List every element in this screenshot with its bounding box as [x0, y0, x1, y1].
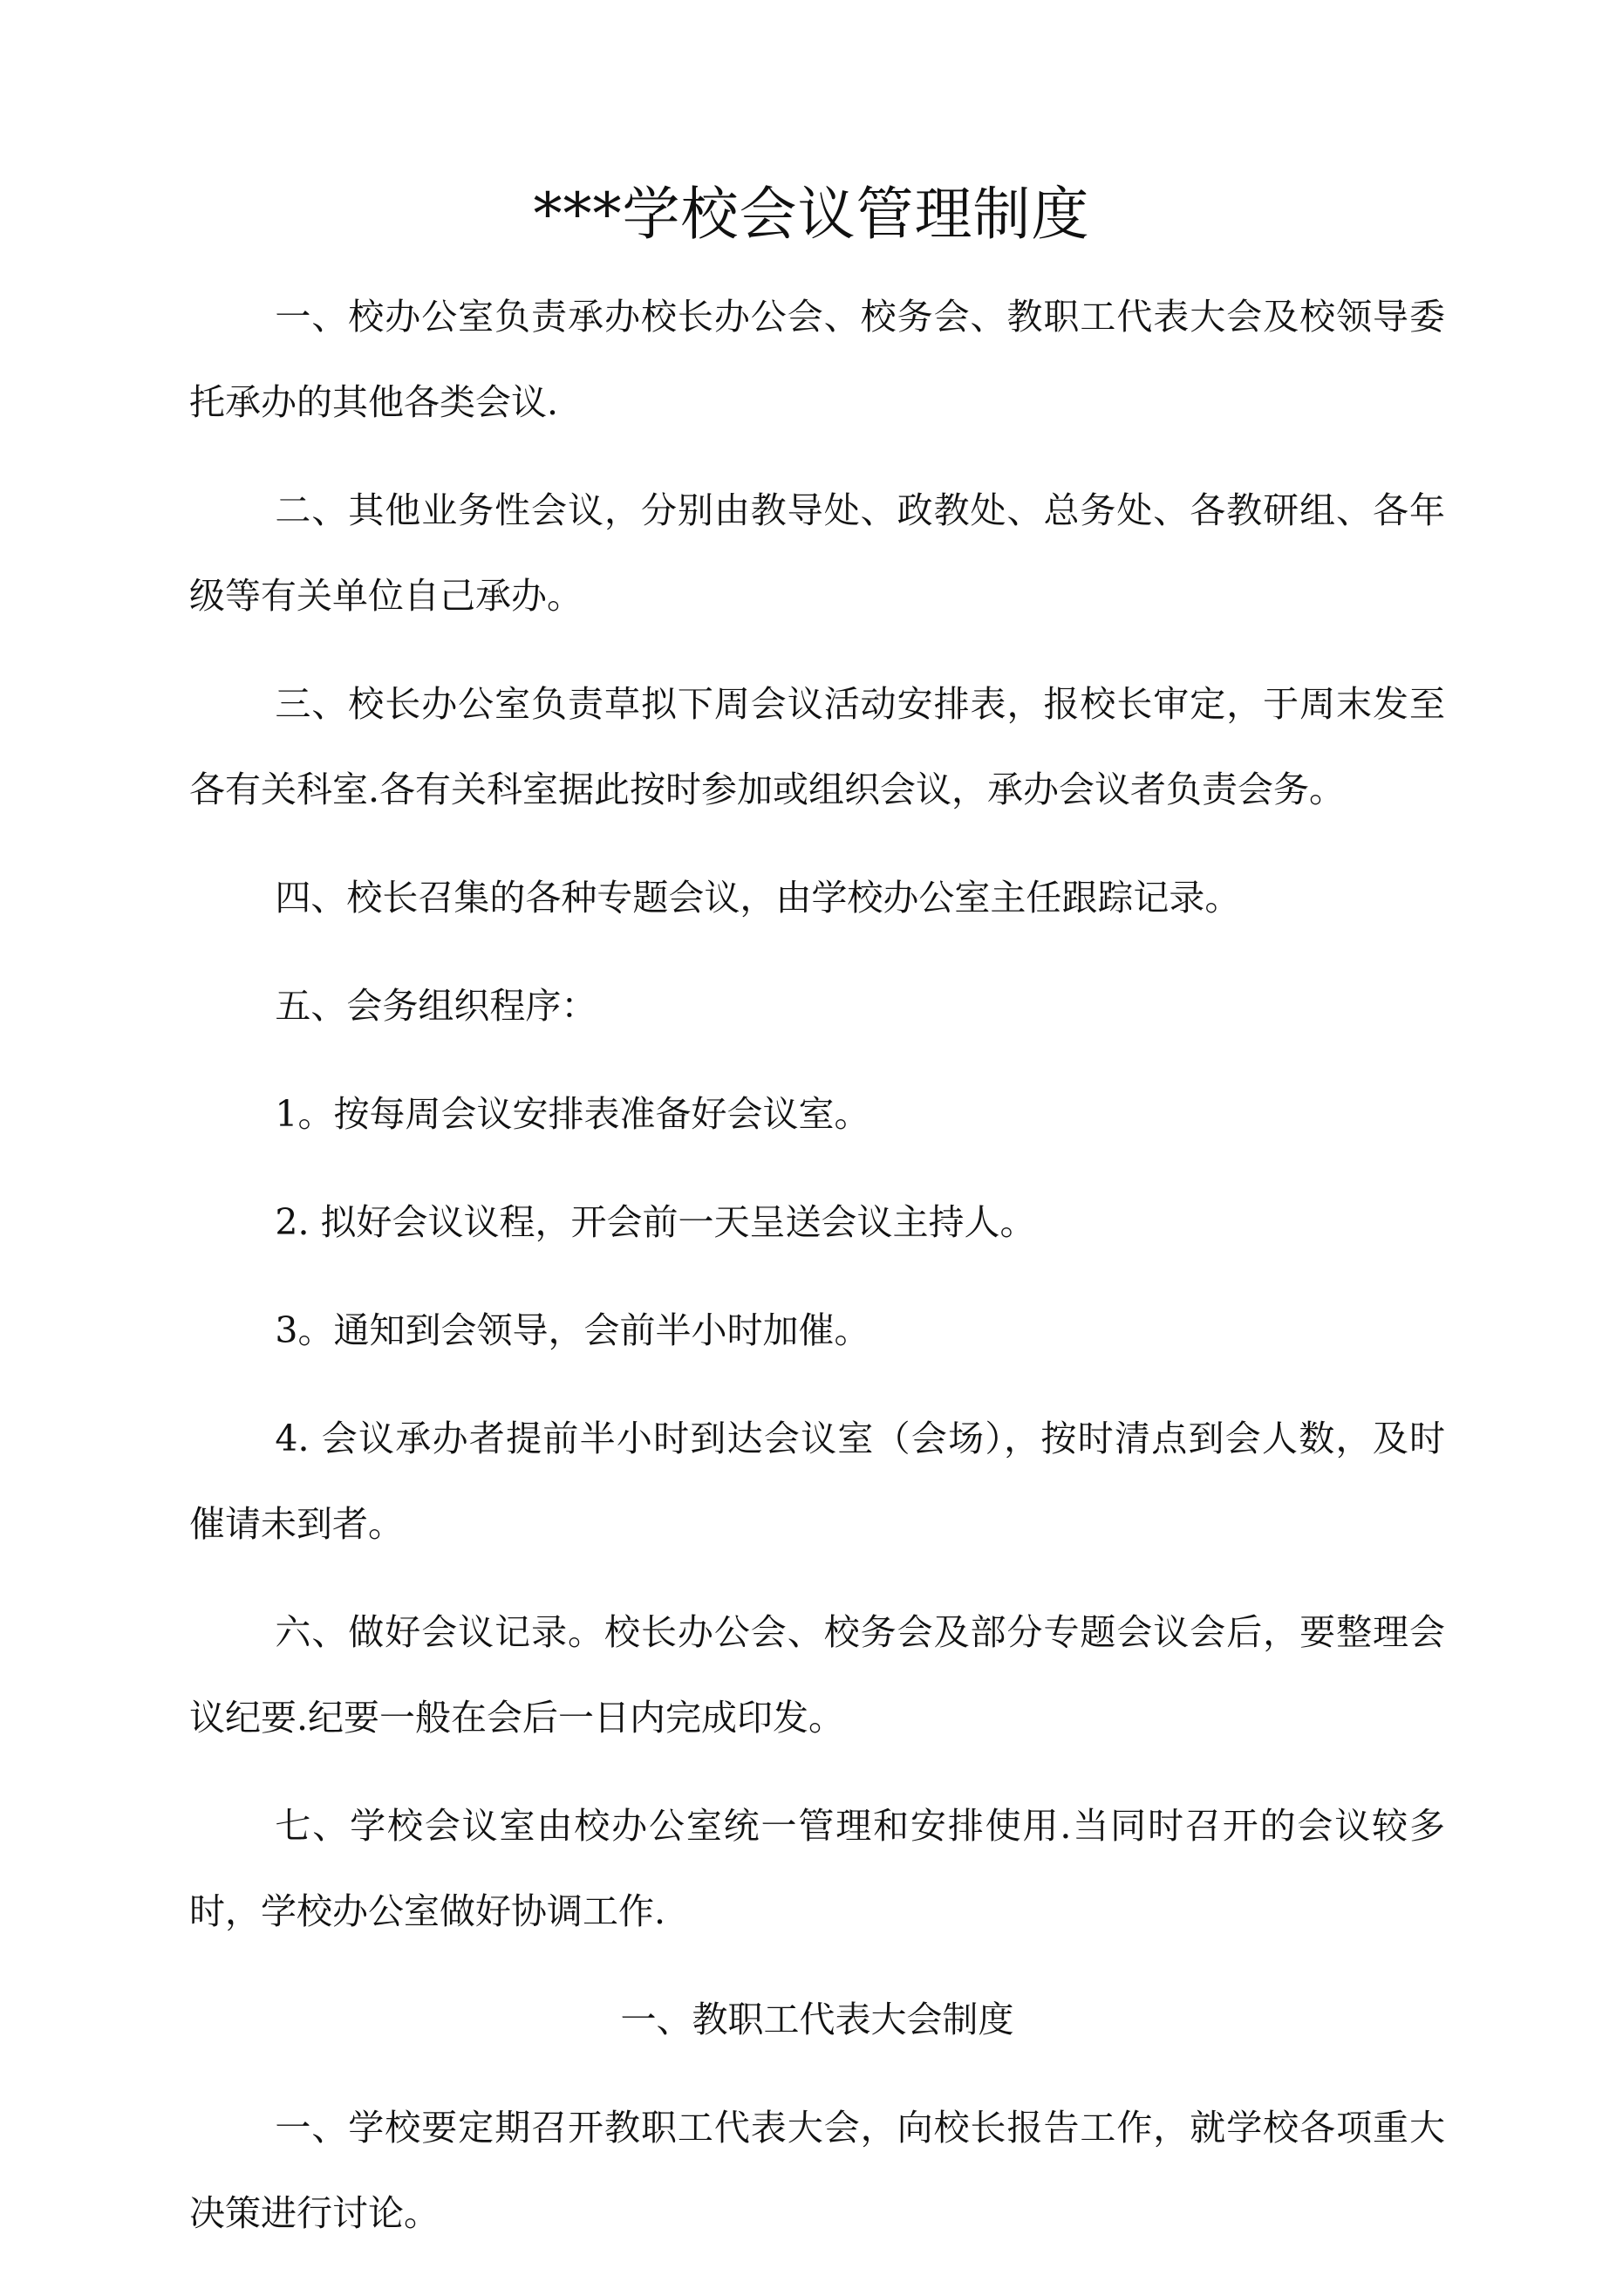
- paragraph-4: 四、校长召集的各种专题会议，由学校办公室主任跟踪记录。: [275, 877, 1241, 919]
- list-item-4: 4. 会议承办者提前半小时到达会议室（会场），按时清点到会人数，及时催请未到者。: [189, 1418, 1445, 1545]
- section-heading: 一、教职工代表大会制度: [620, 1999, 1014, 2040]
- paragraph-7: 七、学校会议室由校办公室统一管理和安排使用.当同时召开的会议较多时，学校办公室做好协调工作.: [189, 1805, 1445, 1932]
- paragraph-6: 六、做好会议记录。校长办公会、校务会及部分专题会议会后，要整理会议纪要.纪要一般在会后一日内完成印发。: [189, 1611, 1445, 1739]
- section-paragraph-1: 一、学校要定期召开教职工代表大会，向校长报告工作，就学校各项重大决策进行讨论。: [189, 2107, 1445, 2234]
- list-item-3: 3。通知到会领导，会前半小时加催。: [275, 1309, 870, 1351]
- paragraph-5: 五、会务组织程序：: [275, 985, 597, 1027]
- document-title: ***学校会议管理制度: [533, 181, 1090, 248]
- document-body: [189, 274, 1445, 2279]
- list-item-1: 1。按每周会议安排表准备好会议室。: [275, 1093, 870, 1135]
- paragraph-3: 三、校长办公室负责草拟下周会议活动安排表，报校长审定，于周末发至各有关科室.各有关科室据此按时参加或组织会议，承办会议者负责会务。: [189, 683, 1445, 810]
- paragraph-2: 二、其他业务性会议，分别由教导处、政教处、总务处、各教研组、各年级等有关单位自己承办。: [189, 489, 1445, 617]
- list-item-2: 2. 拟好会议议程，开会前一天呈送会议主持人。: [275, 1201, 1036, 1243]
- paragraph-1: 一、校办公室负责承办校长办公会、校务会、教职工代表大会及校领导委托承办的其他各类会议.: [189, 296, 1445, 423]
